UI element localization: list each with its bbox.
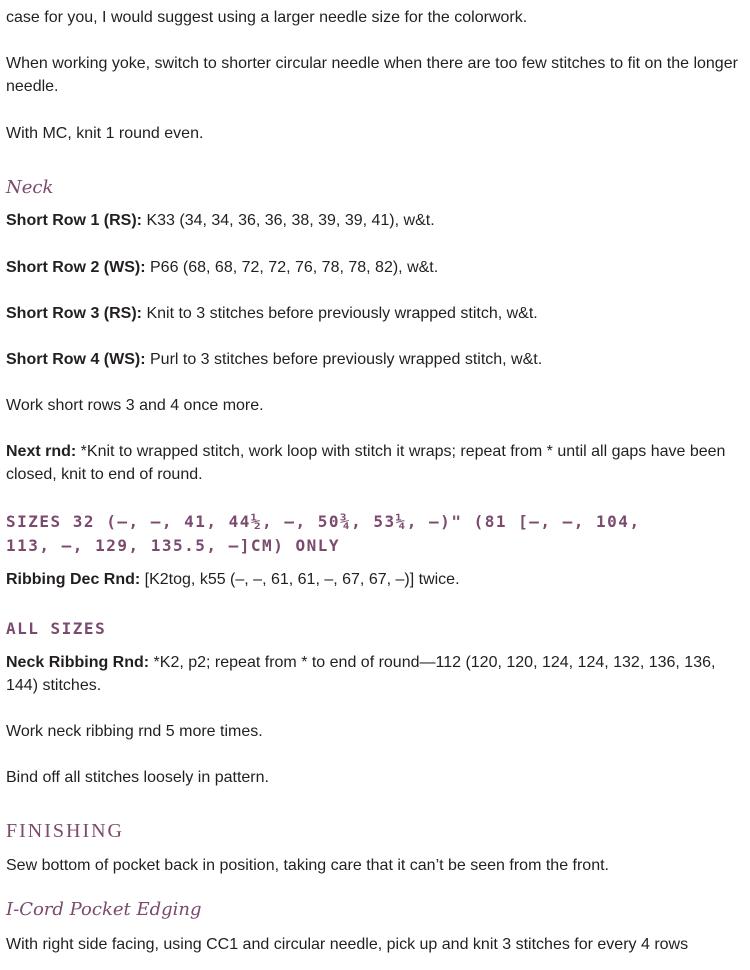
short-row-1-label: Short Row 1 (RS): <box>6 212 142 229</box>
neck-ribbing-label: Neck Ribbing Rnd: <box>6 654 150 671</box>
bind-off: Bind off all stitches loosely in pattern. <box>6 769 269 786</box>
short-row-2-label: Short Row 2 (WS): <box>6 259 146 276</box>
short-row-3 <box>6 302 742 325</box>
icord-text: With right side facing, using CC1 and circular needle, pick up and knit 3 stitches for every 4 rows <box>6 936 689 953</box>
sizes-heading: SIZES 32 (–, –, 41, 44½, –, 50¾, 53¼, –)" (81 [–, –, 104, 113, –, 129, 135.5, –]CM) ONLY <box>6 512 641 555</box>
paragraph-colorwork-needle: case for you, I would suggest using a larger needle size for the colorwork. <box>6 9 528 26</box>
icord-heading: I-Cord Pocket Edging <box>6 899 202 920</box>
short-row-4 <box>6 348 742 371</box>
next-rnd-text: *Knit to wrapped stitch, work loop with stitch it wraps; repeat from * until all gaps have been closed, knit to end of round. <box>6 443 726 483</box>
ribbing-dec-label: Ribbing Dec Rnd: <box>6 571 141 588</box>
work-neck-ribbing: Work neck ribbing rnd 5 more times. <box>6 723 263 740</box>
short-row-4-text: Purl to 3 stitches before previously wrapped stitch, w&t. <box>145 351 543 368</box>
ribbing-dec-round <box>6 568 742 591</box>
finishing-heading: FINISHING <box>6 820 124 842</box>
next-round <box>6 440 742 486</box>
ribbing-dec-text: [K2tog, k55 (–, –, 61, 61, –, 67, 67, –)] twice. <box>140 571 460 588</box>
all-sizes-heading: ALL SIZES <box>6 619 107 638</box>
short-row-1 <box>6 209 742 232</box>
short-row-1-text: K33 (34, 34, 36, 36, 38, 39, 39, 41), w&t. <box>142 212 435 229</box>
paragraph-knit-round: With MC, knit 1 round even. <box>6 125 204 142</box>
neck-ribbing-text: *K2, p2; repeat from * to end of round—112 (120, 120, 124, 124, 132, 136, 136, 144) stitches. <box>6 654 716 694</box>
next-rnd-label: Next rnd: <box>6 443 77 460</box>
neck-ribbing-round <box>6 651 742 697</box>
short-row-3-label: Short Row 3 (RS): <box>6 305 142 322</box>
short-row-3-text: Knit to 3 stitches before previously wrapped stitch, w&t. <box>142 305 538 322</box>
short-row-2 <box>6 256 742 279</box>
short-row-4-label: Short Row 4 (WS): <box>6 351 146 368</box>
work-short-rows: Work short rows 3 and 4 once more. <box>6 397 264 414</box>
paragraph-yoke-needle: When working yoke, switch to shorter circular needle when there are too few stitches to fit on the longer needle. <box>6 55 738 95</box>
finishing-text: Sew bottom of pocket back in position, taking care that it can’t be seen from the front. <box>6 857 609 874</box>
short-row-2-text: P66 (68, 68, 72, 72, 76, 78, 78, 82), w&t. <box>145 259 439 276</box>
neck-heading: Neck <box>6 177 54 198</box>
